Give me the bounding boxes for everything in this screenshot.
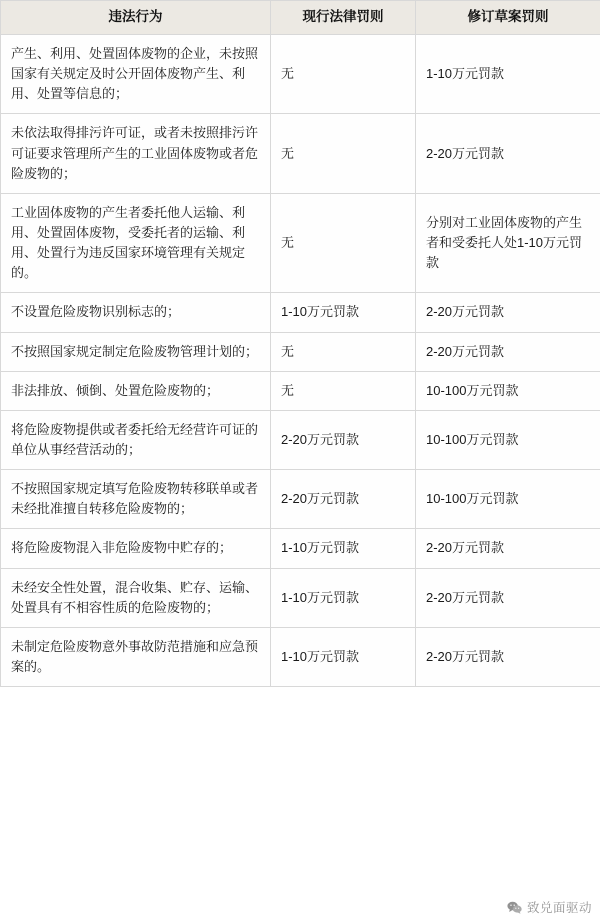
watermark-label: 致兑面驱动 (526, 901, 592, 915)
watermark (507, 898, 592, 916)
cell-behavior: 不按照国家规定制定危险废物管理计划的； (1, 332, 271, 371)
cell-current-penalty: 无 (271, 371, 416, 410)
column-header-current-penalty: 现行法律罚则 (271, 1, 416, 35)
table-row (1, 410, 600, 469)
table-row (1, 529, 600, 568)
table-row (1, 114, 600, 193)
table-body (1, 35, 600, 687)
cell-behavior: 将危险废物提供或者委托给无经营许可证的单位从事经营活动的； (1, 410, 271, 469)
cell-draft-penalty: 10-100万元罚款 (416, 371, 600, 410)
cell-behavior: 不按照国家规定填写危险废物转移联单或者未经批准擅自转移危险废物的； (1, 470, 271, 529)
cell-behavior: 工业固体废物的产生者委托他人运输、利用、处置固体废物，受委托者的运输、利用、处置行为违反国家环境管理有关规定的。 (1, 193, 271, 293)
cell-behavior: 将危险废物混入非危险废物中贮存的； (1, 529, 271, 568)
table-row (1, 332, 600, 371)
cell-draft-penalty: 10-100万元罚款 (416, 470, 600, 529)
table-header-row (1, 1, 600, 35)
cell-draft-penalty: 2-20万元罚款 (416, 114, 600, 193)
cell-current-penalty: 1-10万元罚款 (271, 568, 416, 627)
table-row (1, 293, 600, 332)
cell-draft-penalty: 2-20万元罚款 (416, 568, 600, 627)
cell-current-penalty: 无 (271, 193, 416, 293)
cell-current-penalty: 无 (271, 114, 416, 193)
table-header (1, 1, 600, 35)
table-row (1, 470, 600, 529)
cell-behavior: 未经安全性处置，混合收集、贮存、运输、处置具有不相容性质的危险废物的； (1, 568, 271, 627)
cell-draft-penalty: 分别对工业固体废物的产生者和受委托人处1-10万元罚款 (416, 193, 600, 293)
table-row (1, 35, 600, 114)
cell-current-penalty: 1-10万元罚款 (271, 293, 416, 332)
column-header-draft-penalty: 修订草案罚则 (416, 1, 600, 35)
cell-draft-penalty: 2-20万元罚款 (416, 332, 600, 371)
cell-current-penalty: 无 (271, 332, 416, 371)
cell-draft-penalty: 1-10万元罚款 (416, 35, 600, 114)
cell-current-penalty: 2-20万元罚款 (271, 410, 416, 469)
cell-behavior: 未依法取得排污许可证，或者未按照排污许可证要求管理所产生的工业固体废物或者危险废物的； (1, 114, 271, 193)
cell-current-penalty: 1-10万元罚款 (271, 529, 416, 568)
cell-draft-penalty: 2-20万元罚款 (416, 529, 600, 568)
cell-current-penalty: 无 (271, 35, 416, 114)
cell-draft-penalty: 2-20万元罚款 (416, 293, 600, 332)
cell-behavior: 未制定危险废物意外事故防范措施和应急预案的。 (1, 627, 271, 686)
cell-current-penalty: 1-10万元罚款 (271, 627, 416, 686)
cell-draft-penalty: 10-100万元罚款 (416, 410, 600, 469)
cell-behavior: 产生、利用、处置固体废物的企业，未按照国家有关规定及时公开固体废物产生、利用、处置等信息的； (1, 35, 271, 114)
cell-current-penalty: 2-20万元罚款 (271, 470, 416, 529)
table-row (1, 193, 600, 293)
cell-behavior: 非法排放、倾倒、处置危险废物的； (1, 371, 271, 410)
table-row (1, 627, 600, 686)
column-header-behavior: 违法行为 (1, 1, 271, 35)
wechat-icon (507, 901, 522, 914)
table-row (1, 568, 600, 627)
cell-behavior: 不设置危险废物识别标志的； (1, 293, 271, 332)
table-row (1, 371, 600, 410)
cell-draft-penalty: 2-20万元罚款 (416, 627, 600, 686)
